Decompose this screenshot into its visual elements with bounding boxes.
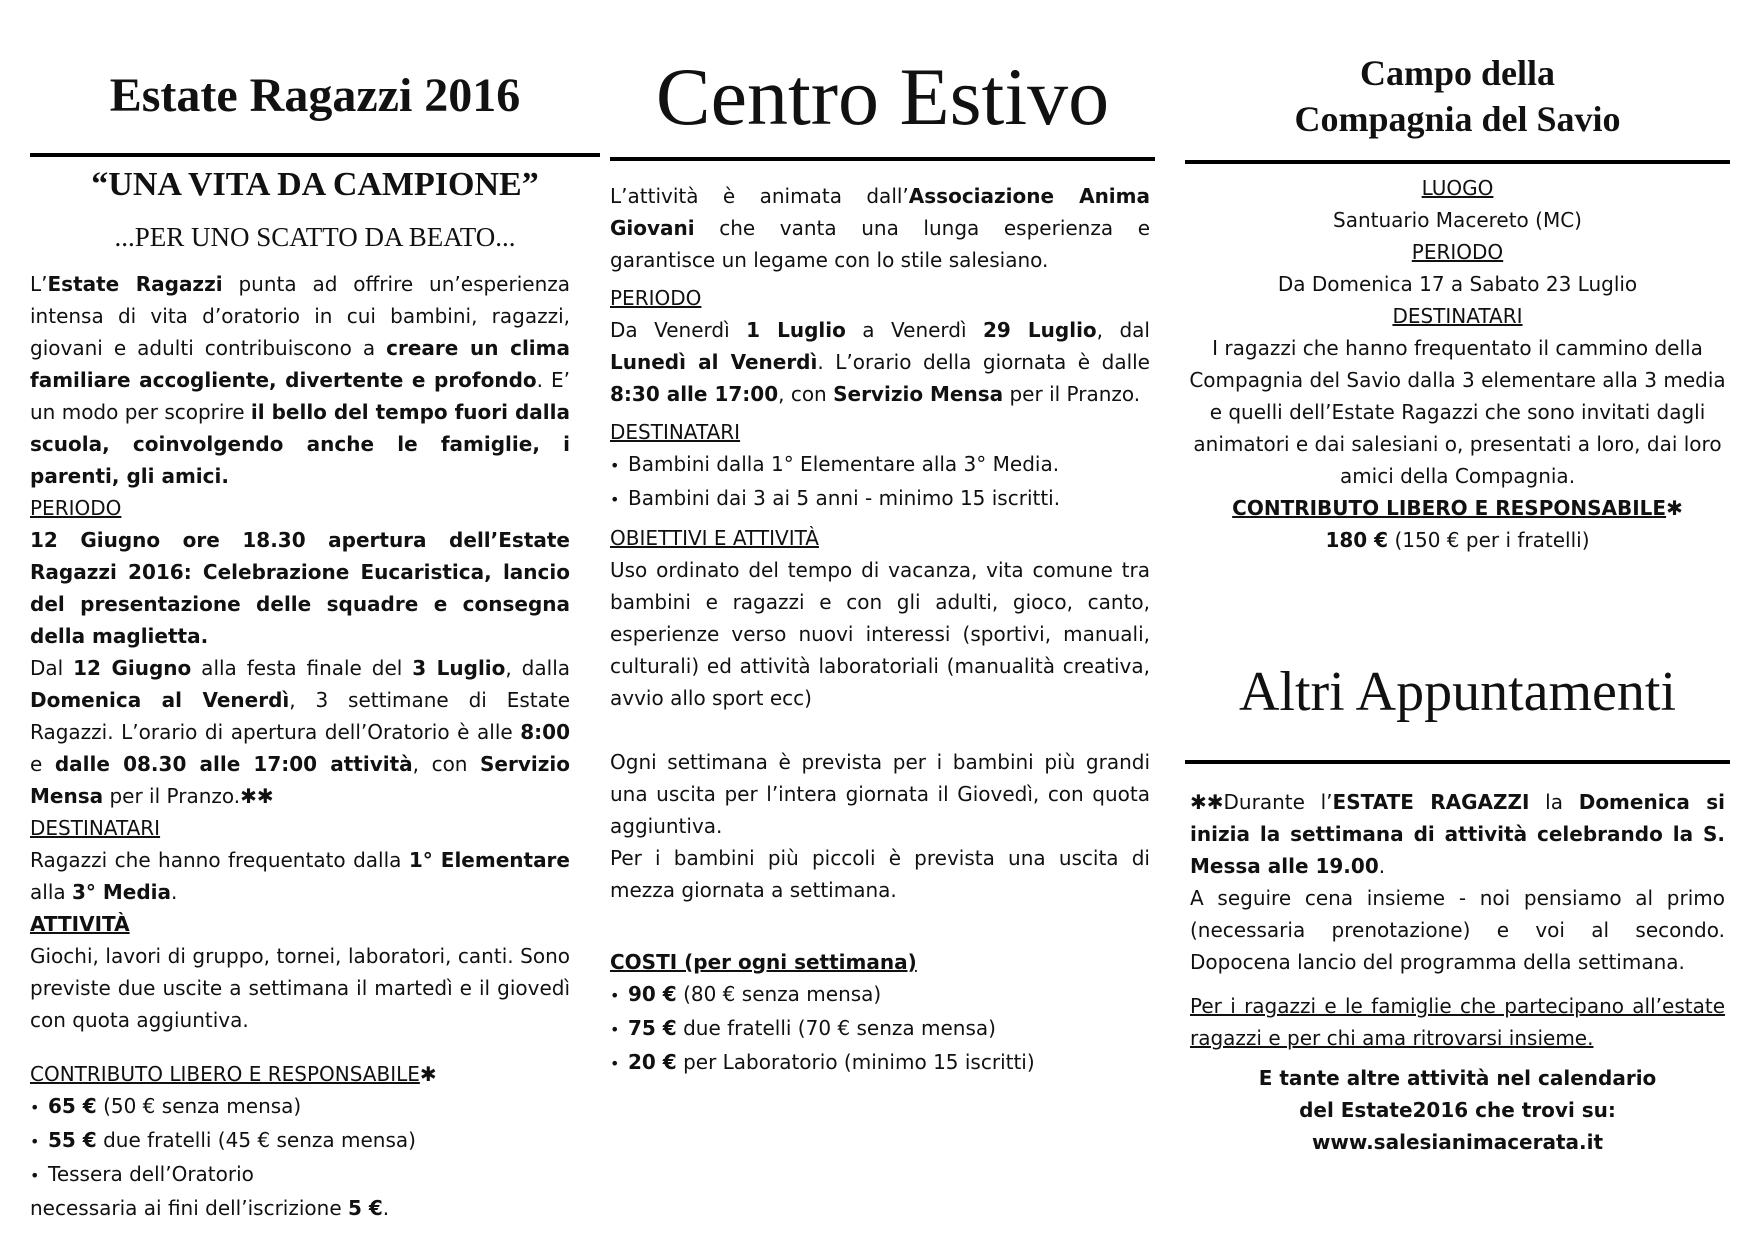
periodo-text: Da Venerdì 1 Luglio a Venerdì 29 Luglio, dal Lunedì al Venerdì. L’orario della giornata è dalle 8:30 alle 17:00, con Servizio Mensa per il Pranzo. — [610, 318, 1150, 406]
intro-paragraph: L’Estate Ragazzi punta ad offrire un’esperienza intensa di vita d’oratorio in cui bambini, ragazzi, giovani e adulti contribuiscono a creare un clima familiare accogliente, divertente e profondo. E’ un modo per scoprire il bello del tempo fuori dalla scuola, coinvolgendo anche le famiglie, i parenti, gli amici. — [30, 272, 571, 488]
estate-ragazzi-body — [30, 268, 570, 1224]
contributo-text: 180 € (150 € per i fratelli) — [1325, 528, 1590, 552]
luogo-text: Santuario Macereto (MC) — [1333, 208, 1582, 232]
list-item: • Tessera dell’Oratorio — [30, 1158, 570, 1192]
periodo-heading: PERIODO — [610, 286, 702, 310]
contributo-list — [30, 1090, 570, 1192]
footer-line: E tante altre attività nel calendario — [1258, 1066, 1657, 1090]
divider — [30, 153, 600, 157]
divider — [1185, 160, 1730, 164]
subslogan: ...PER UNO SCATTO DA BEATO... — [114, 222, 516, 252]
destinatari-heading: DESTINATARI — [30, 816, 161, 840]
slogan: “UNA VITA DA CAMPIONE” — [91, 166, 539, 203]
destinatari-heading: DESTINATARI — [1392, 304, 1523, 328]
destinatari-text: Ragazzi che hanno frequentato dalla 1° Elementare alla 3° Media. — [30, 848, 570, 904]
intro-paragraph: L’attività è animata dall’Associazione Anima Giovani che vanta una lunga esperienza e garantisce un legame con lo stile salesiano. — [610, 184, 1150, 272]
periodo-opening: 12 Giugno ore 18.30 apertura dell’Estate Ragazzi 2016: Celebrazione Eucaristica, lancio del presentazione delle squadre e consegna della maglietta. — [30, 528, 570, 648]
costi-list — [610, 978, 1150, 1080]
tessera-note: necessaria ai fini dell’iscrizione 5 €. — [30, 1196, 390, 1220]
uscite-text: Ogni settimana è prevista per i bambini più grandi una uscita per l’intera giornata il Giovedì, con quota aggiuntiva. — [610, 750, 1150, 838]
note-text: ✱✱Durante l’ESTATE RAGAZZI la Domenica si inizia la settimana di attività celebrando la S. Messa alle 19.00. — [1190, 790, 1725, 878]
obiettivi-heading: OBIETTIVI E ATTIVITÀ — [610, 526, 819, 550]
periodo-heading: PERIODO — [1411, 240, 1504, 264]
altri-appuntamenti-title: Altri Appuntamenti — [1238, 661, 1677, 723]
estate-ragazzi-title: Estate Ragazzi 2016 — [109, 69, 521, 122]
periodo-heading: PERIODO — [30, 496, 122, 520]
divider — [610, 157, 1155, 161]
attivita-text: Giochi, lavori di gruppo, tornei, laboratori, canti. Sono previste due uscite a settimana il martedì e il giovedì con quota aggiuntiva. — [30, 944, 570, 1032]
footer-line: del Estate2016 che trovi su: — [1299, 1098, 1616, 1122]
contributo-heading: CONTRIBUTO LIBERO E RESPONSABILE✱ — [30, 1062, 437, 1086]
domenica-note — [1190, 786, 1725, 1054]
destinatari-list — [610, 448, 1150, 516]
luogo-heading: LUOGO — [1421, 176, 1494, 200]
destinatari-text: I ragazzi che hanno frequentato il cammino della Compagnia del Savio dalla 3 elementare alla 3 media e quelli dell’Estate Ragazzi che sono invitati dagli animatori e dai salesiani o, presentati a loro, dai loro amici della Compagnia. — [1189, 336, 1726, 488]
list-item: • Bambini dai 3 ai 5 anni - minimo 15 iscritti. — [610, 482, 1150, 516]
attivita-heading: ATTIVITÀ — [30, 912, 130, 936]
obiettivi-text: Uso ordinato del tempo di vacanza, vita comune tra bambini e ragazzi e con gli adulti, gioco, canto, esperienze verso nuovi interessi (sportivi, manuali, culturali) ed attività laboratoriali (manualità creativa, avvio allo sport ecc) — [610, 558, 1150, 710]
list-item: • 90 € (80 € senza mensa) — [610, 978, 1150, 1012]
footer-calendar — [1185, 1062, 1730, 1158]
centro-estivo-title: Centro Estivo — [655, 51, 1110, 142]
contributo-heading: CONTRIBUTO LIBERO E RESPONSABILE✱ — [1232, 496, 1683, 520]
list-item: • 65 € (50 € senza mensa) — [30, 1090, 570, 1124]
note-cena: A seguire cena insieme - noi pensiamo al primo (necessaria prenotazione) e voi al secondo. Dopocena lancio del programma della settimana. — [1190, 886, 1725, 974]
list-item: • 75 € due fratelli (70 € senza mensa) — [610, 1012, 1150, 1046]
website-link[interactable]: www.salesianimacerata.it — [1311, 1130, 1604, 1154]
destinatari-heading: DESTINATARI — [610, 420, 741, 444]
periodo-detail: Dal 12 Giugno alla festa finale del 3 Luglio, dalla Domenica al Venerdì, 3 settimane di Estate Ragazzi. L’orario di apertura dell’Oratorio è alle 8:00 e dalle 08.30 alle 17:00 attività, con Servizio Mensa per il Pranzo.✱✱ — [30, 656, 571, 808]
list-item: • Bambini dalla 1° Elementare alla 3° Media. — [610, 448, 1150, 482]
invite-text: Per i ragazzi e le famiglie che partecipano all’estate ragazzi e per chi ama ritrovarsi insieme. — [1190, 994, 1725, 1050]
centro-estivo-body — [610, 180, 1150, 1080]
campo-savio-title: Campo della Compagnia del Savio — [1294, 53, 1621, 139]
uscite-piccoli-text: Per i bambini più piccoli è prevista una uscita di mezza giornata a settimana. — [610, 846, 1150, 902]
divider — [1185, 760, 1730, 764]
list-item: • 55 € due fratelli (45 € senza mensa) — [30, 1124, 570, 1158]
campo-savio-body — [1185, 172, 1730, 556]
list-item: • 20 € per Laboratorio (minimo 15 iscritti) — [610, 1046, 1150, 1080]
costi-heading: COSTI (per ogni settimana) — [610, 950, 917, 974]
periodo-text: Da Domenica 17 a Sabato 23 Luglio — [1277, 272, 1638, 296]
